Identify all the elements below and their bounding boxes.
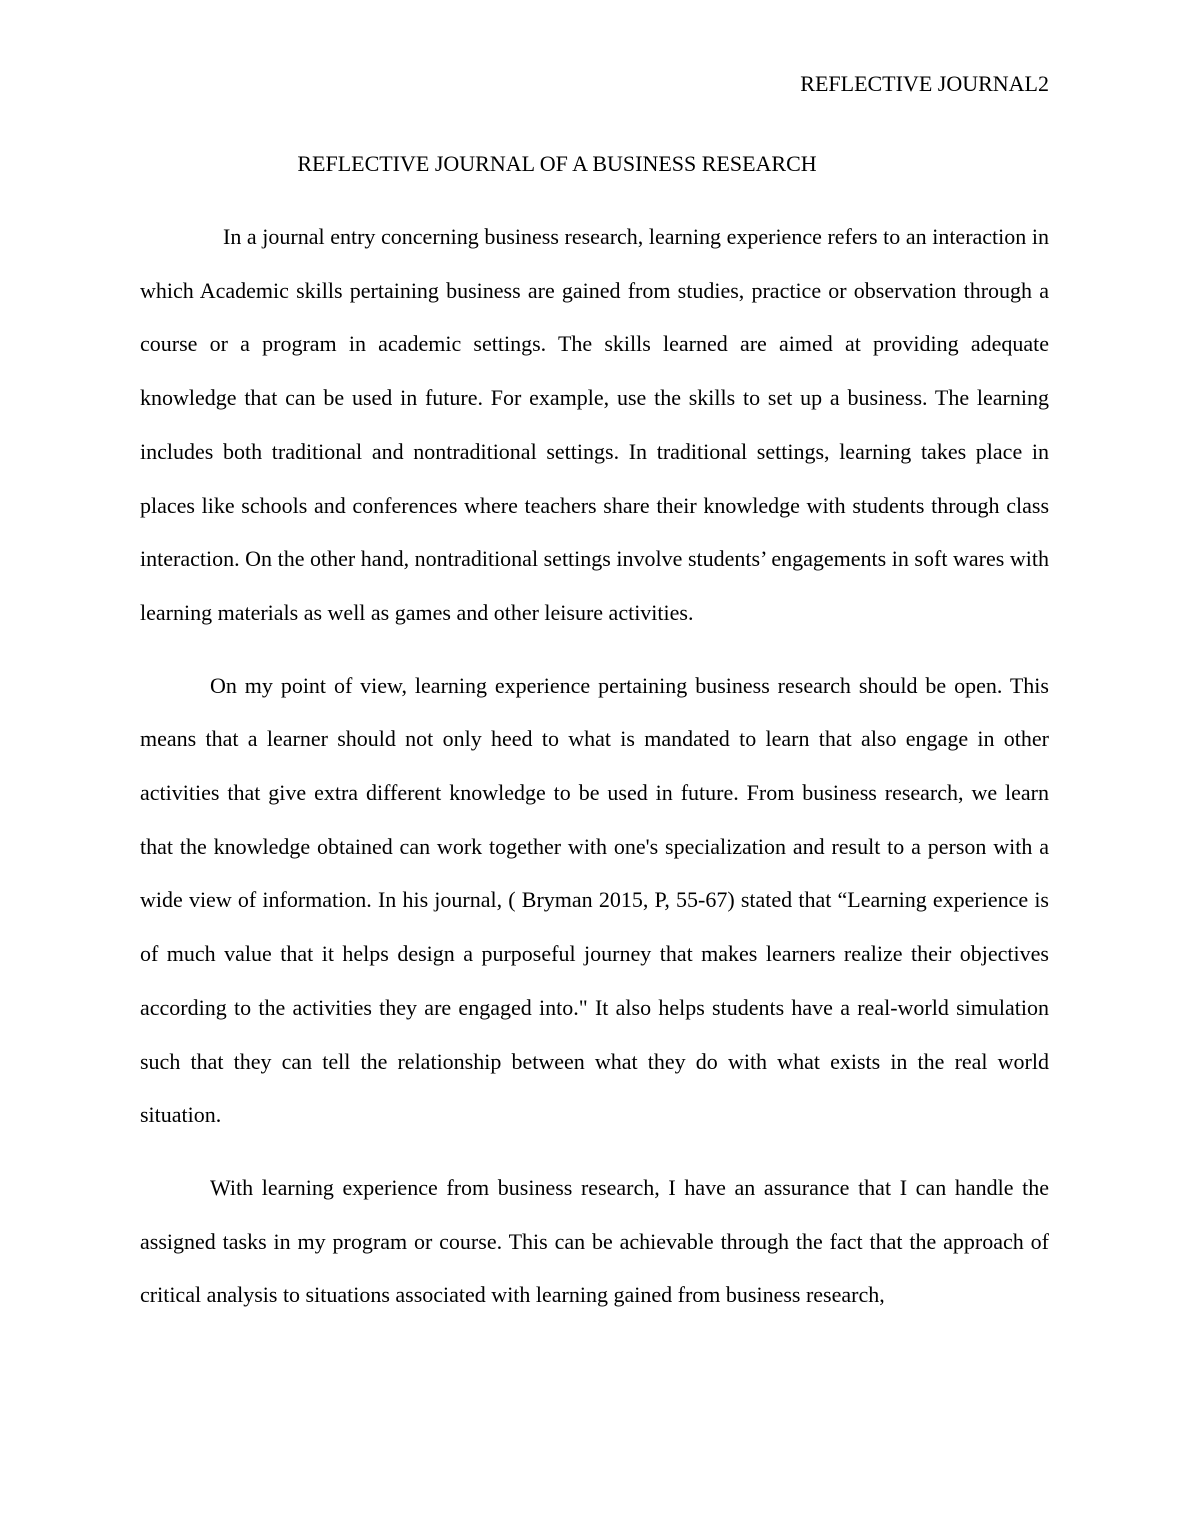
running-head: REFLECTIVE JOURNAL2 [800,71,1049,96]
paragraph: In a journal entry concerning business research, learning experience refers to an interaction in which Academic skills pertaining business are gained from studies, practice or observation through a course or a program in academic settings. The skills learned are aimed at providing adequate knowledge that can be used in future. For example, use the skills to set up a business. The learning includes both traditional and nontraditional settings. In traditional settings, learning takes place in places like schools and conferences where teachers share their knowledge with students through class interaction. On the other hand, nontraditional settings involve students’ engagements in soft wares with learning materials as well as games and other leisure activities. [140,224,1049,625]
paragraph: On my point of view, learning experience pertaining business research should be open. This means that a learner should not only heed to what is mandated to learn that also engage in other activities that give extra different knowledge to be used in future. From business research, we learn that the knowledge obtained can work together with one's specialization and result to a person with a wide view of information. In his journal, ( Bryman 2015, P, 55-67) stated that “Learning experience is of much value that it helps design a purposeful journey that makes learners realize their objectives according to the activities they are engaged into." It also helps students have a real-world simulation such that they can tell the relationship between what they do with what exists in the real world situation. [140,672,1049,1128]
paragraph: With learning experience from business research, I have an assurance that I can handle the assigned tasks in my program or course. This can be achievable through the fact that the approach of critical analysis to situations associated with learning gained from business research, [140,1174,1049,1308]
document-title: REFLECTIVE JOURNAL OF A BUSINESS RESEARCH [297,151,817,176]
document-body [140,210,1049,1341]
